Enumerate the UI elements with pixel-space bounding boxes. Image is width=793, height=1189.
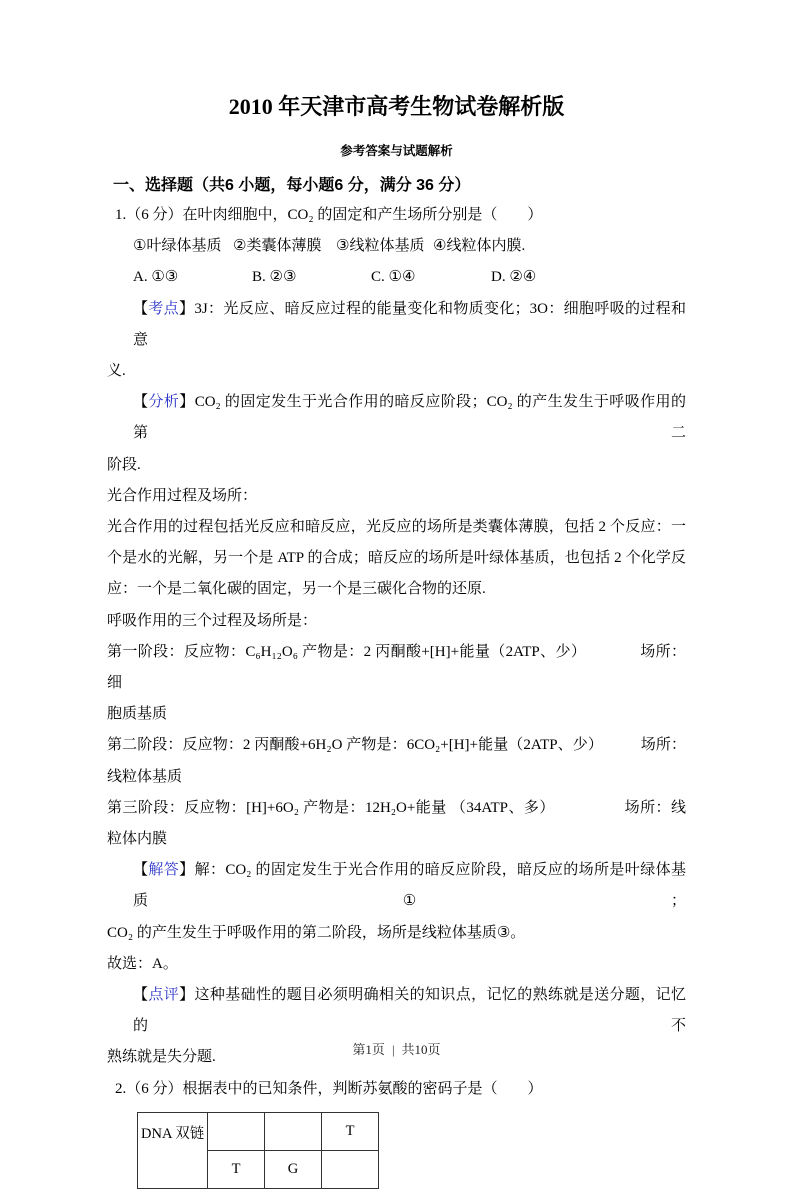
fenxi-label: 分析	[148, 394, 180, 411]
analysis-line: 光合作用过程及场所：	[107, 487, 258, 504]
analysis-line: 胞质基质	[107, 706, 168, 723]
section-heading: 一、选择题（共6 小题，每小题6 分，满分 36 分）	[113, 177, 471, 194]
option-2: ②类囊体薄膜	[233, 238, 322, 255]
bracket-open: 【	[133, 394, 149, 411]
analysis-line: 第三阶段：反应物：[H]+6O₂ 产物是：12H₂O+能量 （34ATP、多） 场所：线	[107, 799, 686, 816]
analysis-line: 应：一个是二氧化碳的固定，另一个是三碳化合物的还原.	[107, 581, 486, 598]
bracket-close: 】	[179, 300, 195, 317]
analysis-line: 呼吸作用的三个过程及场所是：	[107, 612, 318, 629]
fenxi-text: CO₂ 的固定发生于光合作用的暗反应阶段；CO₂ 的产生发生于呼吸作用的第二	[133, 394, 686, 442]
bracket-open: 【	[133, 300, 149, 317]
table-row	[138, 1112, 379, 1150]
analysis-line: 粒体内膜	[107, 831, 168, 848]
footer-page-number: 第1页	[352, 1042, 385, 1057]
jieda-line-3: 故选：A。	[107, 955, 178, 972]
bracket-close: 】	[179, 987, 195, 1004]
choice-c: C. ①④	[371, 269, 416, 286]
question-2-stem: 2.（6 分）根据表中的已知条件，判断苏氨酸的密码子是（ ）	[115, 1080, 543, 1097]
jieda-line-2: CO₂ 的产生发生于呼吸作用的第二阶段，场所是线粒体基质③。	[107, 924, 526, 941]
choice-d: D. ②④	[491, 269, 537, 286]
bracket-close: 】	[179, 862, 195, 879]
dianping-text: 这种基础性的题目必须明确相关的知识点，记忆的熟练就是送分题，记忆的不	[133, 987, 686, 1035]
question-1-choices	[107, 262, 686, 293]
jieda-label: 解答	[148, 862, 180, 879]
bracket-open: 【	[133, 987, 149, 1004]
table-cell	[265, 1112, 322, 1150]
footer-total-pages: 共10页	[401, 1042, 441, 1057]
page-subtitle: 参考答案与试题解析	[340, 144, 453, 158]
page-footer	[0, 1039, 793, 1058]
table-cell: G	[265, 1150, 322, 1188]
codon-table	[137, 1112, 379, 1189]
kaodian-text: 3J：光反应、暗反应过程的能量变化和物质变化；3O：细胞呼吸的过程和意	[133, 300, 686, 348]
dianping-line-2: 熟练就是失分题.	[107, 1049, 216, 1066]
bracket-close: 】	[179, 394, 195, 411]
table-cell	[208, 1112, 265, 1150]
table-cell: T	[208, 1150, 265, 1188]
table-cell	[322, 1150, 379, 1188]
bracket-open: 【	[133, 862, 149, 879]
option-4: ④线粒体内膜.	[433, 238, 526, 255]
analysis-line: 第一阶段：反应物：C₆H₁₂O₆ 产物是：2 丙酮酸+[H]+能量（2ATP、少） 场所：细	[107, 643, 686, 692]
footer-separator: |	[391, 1042, 395, 1057]
table-cell-dna-header: DNA 双链	[138, 1112, 208, 1188]
kaodian-line-2: 义.	[107, 363, 126, 380]
jieda-line-1	[107, 855, 686, 917]
analysis-line: 线粒体基质	[107, 768, 183, 785]
fenxi-line-1	[107, 387, 686, 449]
kaodian-label: 考点	[148, 300, 180, 317]
choice-b: B. ②③	[252, 269, 297, 286]
analysis-line: 个是水的光解，另一个是 ATP 的合成；暗反应的场所是叶绿体基质，也包括 2 个化学反	[107, 550, 686, 567]
option-3: ③线粒体基质	[336, 238, 425, 255]
analysis-line: 光合作用的过程包括光反应和暗反应，光反应的场所是类囊体薄膜，包括 2 个反应：一	[107, 519, 686, 536]
option-1: ①叶绿体基质	[133, 238, 222, 255]
dianping-label: 点评	[148, 987, 180, 1004]
table-cell: T	[322, 1112, 379, 1150]
question-1-stem: 1.（6 分）在叶肉细胞中，CO₂ 的固定和产生场所分别是（ ）	[115, 207, 543, 223]
page-title: 2010 年天津市高考生物试卷解析版	[228, 94, 565, 119]
kaodian-line-1	[107, 294, 686, 356]
dianping-line-1	[107, 980, 686, 1042]
jieda-text: 解：CO₂ 的固定发生于光合作用的暗反应阶段，暗反应的场所是叶绿体基质①；	[133, 862, 686, 910]
analysis-line: 第二阶段：反应物：2 丙酮酸+6H₂O 产物是：6CO₂+[H]+能量（2ATP、少） 场所：	[107, 737, 686, 754]
fenxi-line-2: 阶段.	[107, 456, 141, 473]
question-1-options	[107, 231, 686, 262]
choice-a: A. ①③	[133, 269, 179, 286]
